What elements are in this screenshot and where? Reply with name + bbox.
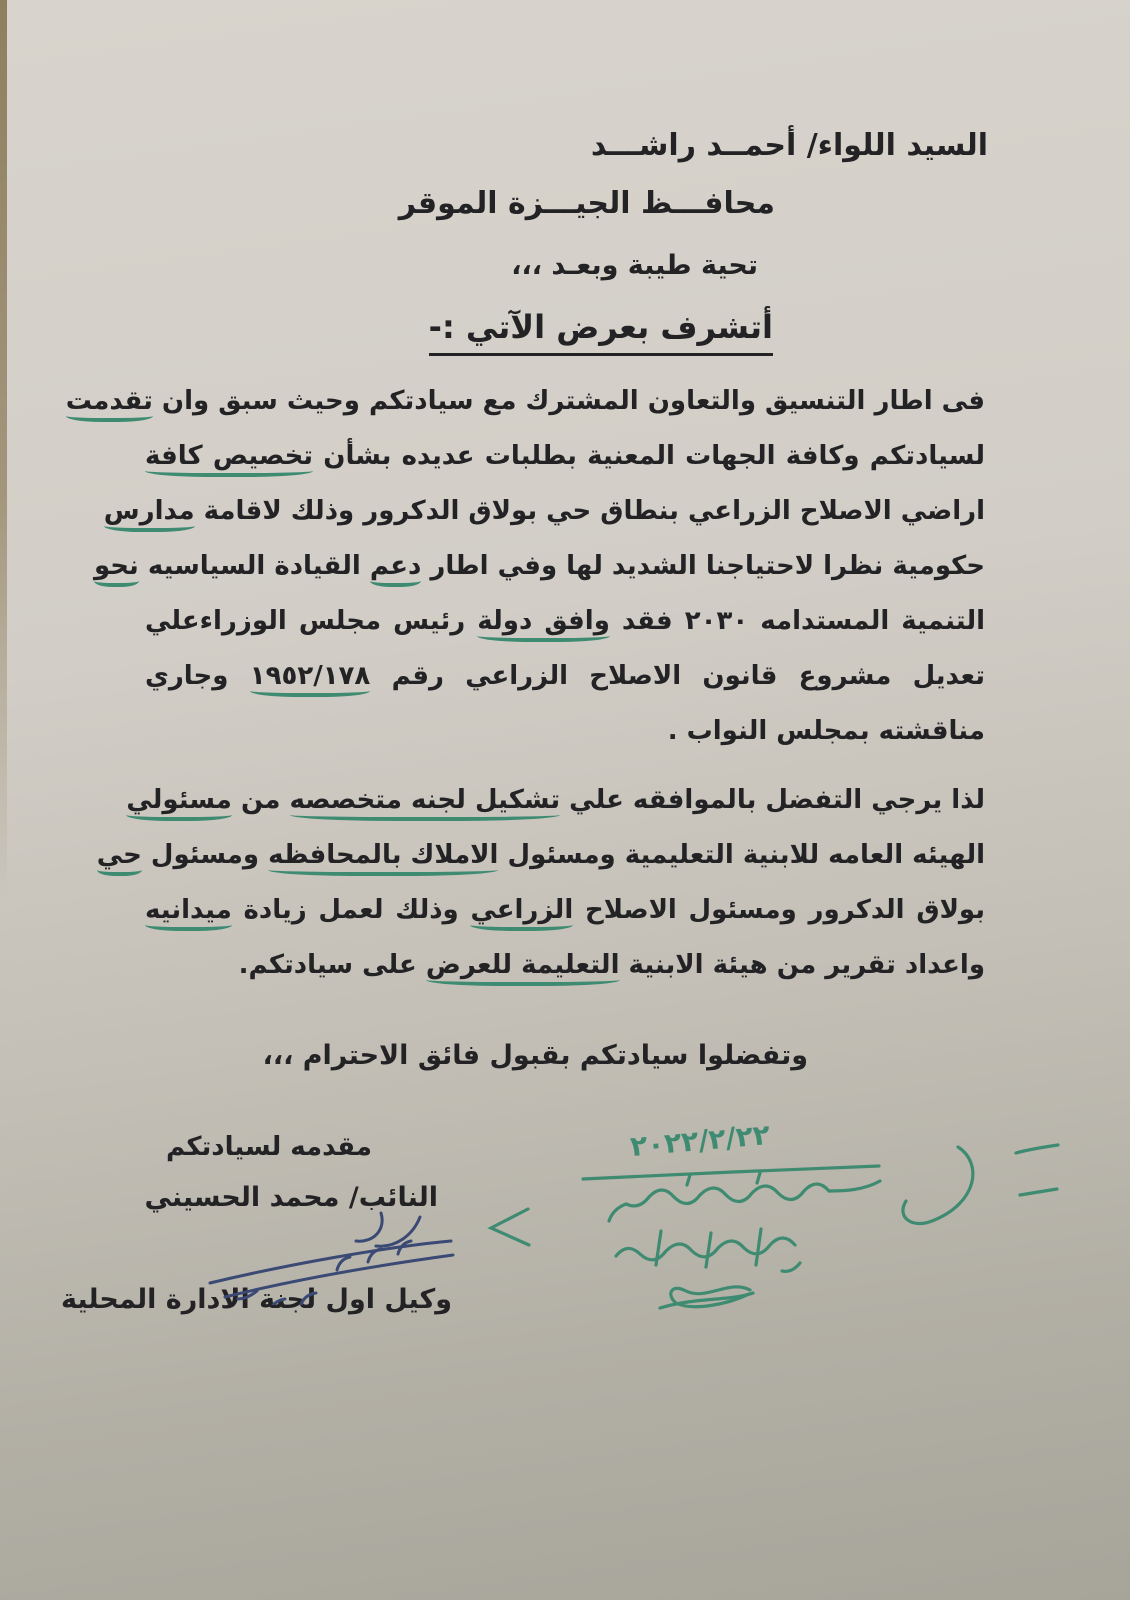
body-text-segment: الهيئه العامه للابنية التعليمية ومسئول	[498, 840, 985, 870]
body-line	[103, 484, 985, 539]
green-underlined-phrase: تشكيل لجنه متخصصه	[290, 785, 561, 821]
subject-intro: أتشرف بعرض الآتي :-	[429, 308, 773, 356]
body-text-segment: التنمية المستدامه ٢٠٣٠ فقد	[609, 606, 986, 636]
green-underlined-phrase: دعم	[370, 551, 422, 587]
body-text-segment: تعديل مشروع قانون الاصلاح الزراعي رقم	[370, 661, 985, 691]
letter-body	[65, 374, 986, 993]
green-underlined-phrase: تقدمت	[66, 386, 153, 422]
body-text-segment: القيادة السياسيه	[138, 551, 370, 581]
handwritten-annotation-green-ink	[460, 1095, 1060, 1335]
body-line	[145, 594, 985, 649]
green-underlined-phrase: ميدانيه	[145, 895, 232, 931]
body-paragraph-2	[96, 773, 985, 993]
green-underlined-phrase: التعليمة للعرض	[426, 950, 620, 986]
body-line	[65, 374, 985, 429]
body-text-segment: فى اطار التنسيق والتعاون المشترك مع سيادتكم وحيث سبق وان	[152, 386, 985, 416]
body-line	[145, 704, 985, 759]
green-underlined-phrase: الزراعي	[470, 895, 573, 931]
body-text-segment: لذا يرجي التفضل بالموافقه علي	[560, 785, 985, 815]
green-underlined-phrase: الاملاك بالمحافظه	[268, 840, 498, 876]
handwritten-date: ٢٠٢٢/٢/٢٢	[628, 1117, 772, 1164]
body-text-segment: وذلك لعمل زيادة	[231, 895, 471, 925]
body-line	[145, 883, 985, 938]
presented-by-label: مقدمه لسيادتكم	[166, 1132, 372, 1162]
closing-line: وتفضلوا سيادتكم بقبول فائق الاحترام ،،،	[262, 1040, 808, 1071]
body-paragraph-1	[65, 374, 986, 759]
body-text-segment: واعداد تقرير من هيئة الابنية	[619, 950, 985, 980]
photo-edge	[0, 0, 7, 900]
body-line	[96, 828, 985, 883]
body-line	[93, 539, 985, 594]
green-underlined-phrase: مدارس	[104, 496, 195, 532]
body-text-segment: اراضي الاصلاح الزراعي بنطاق حي بولاق الدكرور وذلك لاقامة	[194, 496, 985, 526]
body-line	[145, 938, 985, 993]
body-text-segment: مناقشته بمجلس النواب .	[667, 716, 985, 746]
sender-title: وكيل اول لجنة الادارة المحلية	[61, 1284, 452, 1315]
body-text-segment: ومسئول	[141, 840, 269, 870]
body-text-segment: وجاري	[145, 661, 250, 691]
addressee-line: السيد اللواء/ أحمــد راشـــد	[590, 128, 988, 163]
green-underlined-phrase: وافق دولة	[477, 606, 610, 642]
greeting-line: تحية طيبة وبعـد ،،،	[511, 250, 758, 281]
body-text-segment: بولاق الدكرور ومسئول الاصلاح	[573, 895, 985, 925]
body-line	[145, 649, 985, 704]
green-underlined-phrase: حي	[97, 840, 142, 876]
body-text-segment: على سيادتكم.	[238, 950, 426, 980]
green-underlined-phrase: نحو	[94, 551, 139, 587]
body-text-segment: لسيادتكم وكافة الجهات المعنية بطلبات عديده بشأن	[313, 441, 985, 471]
sender-name: النائب/ محمد الحسيني	[144, 1182, 438, 1213]
addressee-title: محافـــظ الجيـــزة الموقر	[398, 186, 775, 221]
body-text-segment: من	[231, 785, 290, 815]
body-text-segment: حكومية نظرا لاحتياجنا الشديد لها وفي اطار	[421, 551, 985, 581]
green-underlined-phrase: تخصيص كافة	[145, 441, 313, 477]
body-line	[126, 773, 985, 828]
handwritten-signature-ink	[195, 1205, 465, 1305]
body-line	[145, 429, 985, 484]
green-underlined-phrase: مسئولي	[126, 785, 232, 821]
green-underlined-phrase: ١٩٥٢/١٧٨	[250, 661, 371, 697]
body-text-segment: رئيس مجلس الوزراءعلي	[145, 606, 478, 636]
